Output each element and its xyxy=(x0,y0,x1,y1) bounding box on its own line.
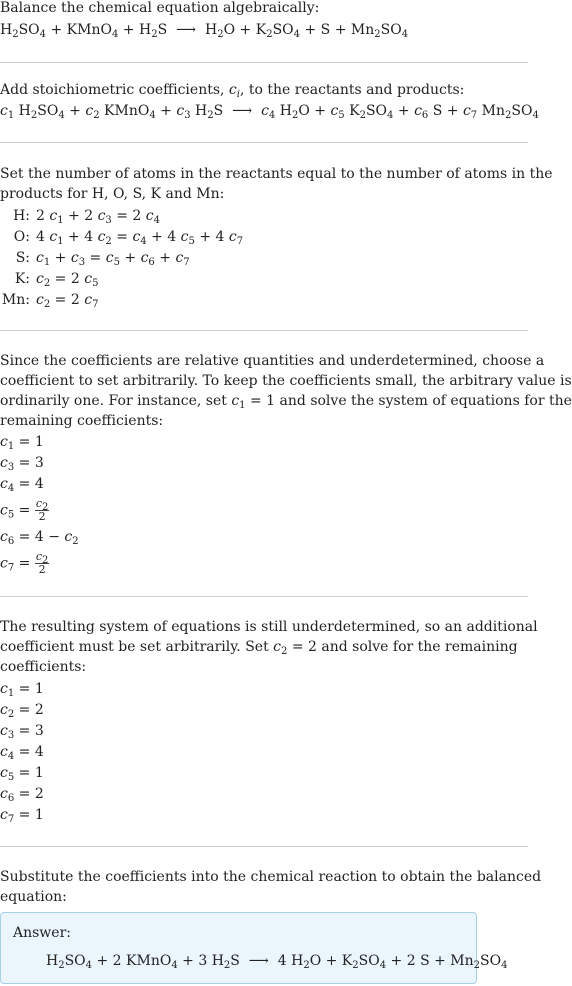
solve2-c3: $c_3 = 3$ xyxy=(0,723,44,741)
solve1-c5: $c_5$ = $\frac{c_2}{2}$ xyxy=(0,497,49,523)
solve1-c1: $c_1 = 1$ xyxy=(0,434,44,452)
intro-text: Balance the chemical equation algebraically: xyxy=(0,0,320,16)
solve1-text-3: ordinarily one. For instance, set $c_1 = 1$ and solve the system of equations for the xyxy=(0,393,572,411)
divider xyxy=(0,142,528,143)
coefficient-equation: $c_1$ $H_2SO_4 + c_2$ KMnO$_4$ + $c_3$ $H_2S$ ⟶ $c_4$ $H_2O + c_5$ $K_2SO_4 + c_6$ $S + c_7$ $Mn_2SO_4$ xyxy=(0,103,539,121)
solve2-text-2: coefficient must be set arbitrarily. Set $c_2 = 2$ and solve for the remaining xyxy=(0,639,518,657)
solve2-c4: $c_4 = 4$ xyxy=(0,744,44,762)
solve1-c6: $c_6 = 4 - c_2$ xyxy=(0,529,79,547)
solve1-c4: $c_4 = 4$ xyxy=(0,476,44,494)
atoms-text-1: Set the number of atoms in the reactants equal to the number of atoms in the xyxy=(0,166,553,182)
divider xyxy=(0,596,528,597)
atom-equation-k: K: $c_2 = 2$ $c_5$ xyxy=(14,271,99,289)
atoms-text-2: products for H, O, S, K and Mn: xyxy=(0,186,225,202)
solve2-c7: $c_7 = 1$ xyxy=(0,807,44,825)
atom-equation-mn: Mn: $c_2 = 2$ $c_7$ xyxy=(1,292,99,310)
final-text-1: Substitute the coefficients into the chemical reaction to obtain the balanced xyxy=(0,869,542,885)
solve2-c2: $c_2 = 2$ xyxy=(0,702,44,720)
answer-label: Answer: xyxy=(13,925,71,941)
atom-equation-s: S: $c_1 + c_3 = c_5 + c_6 + c_7$ xyxy=(15,250,190,268)
answer-box xyxy=(0,912,508,984)
solve2-text-1: The resulting system of equations is still underdetermined, so an additional xyxy=(0,619,538,635)
atom-equation-h: H: 2 $c_1 + 2$ $c_3 = 2$ $c_4$ xyxy=(13,208,161,226)
divider xyxy=(0,62,528,63)
solve1-text-2: coefficient to set arbitrarily. To keep the coefficients small, the arbitrary value is xyxy=(0,373,572,389)
divider xyxy=(0,846,528,847)
solve2-c5: $c_5 = 1$ xyxy=(0,765,44,783)
unbalanced-equation: $H_2SO_4$ + KMnO$_4$ + $H_2S$ ⟶ $H_2O + K_2SO_4 + S + Mn_2SO_4$ xyxy=(0,22,409,40)
final-text-2: equation: xyxy=(0,889,67,905)
atom-equation-o: O: 4 $c_1 + 4$ $c_2 = c_4 + 4$ $c_5 + 4$ $c_7$ xyxy=(13,229,244,247)
divider xyxy=(0,330,528,331)
coefficients-text: Add stoichiometric coefficients, $c_i$, to the reactants and products: xyxy=(0,82,465,100)
solve1-text-1: Since the coefficients are relative quantities and underdetermined, choose a xyxy=(0,353,545,369)
solve1-c7: $c_7$ = $\frac{c_2}{2}$ xyxy=(0,550,49,576)
solve2-c1: $c_1 = 1$ xyxy=(0,681,44,699)
solve1-c3: $c_3 = 3$ xyxy=(0,455,44,473)
solve2-c6: $c_6 = 2$ xyxy=(0,786,44,804)
solve1-text-4: remaining coefficients: xyxy=(0,413,164,429)
balanced-equation: $H_2SO_4 + 2$ KMnO$_4$ + 3 $H_2S$ ⟶ 4 $H_2O + K_2SO_4 + 2$ $S + Mn_2SO_4$ xyxy=(46,953,508,971)
solve2-text-3: coefficients: xyxy=(0,659,87,675)
